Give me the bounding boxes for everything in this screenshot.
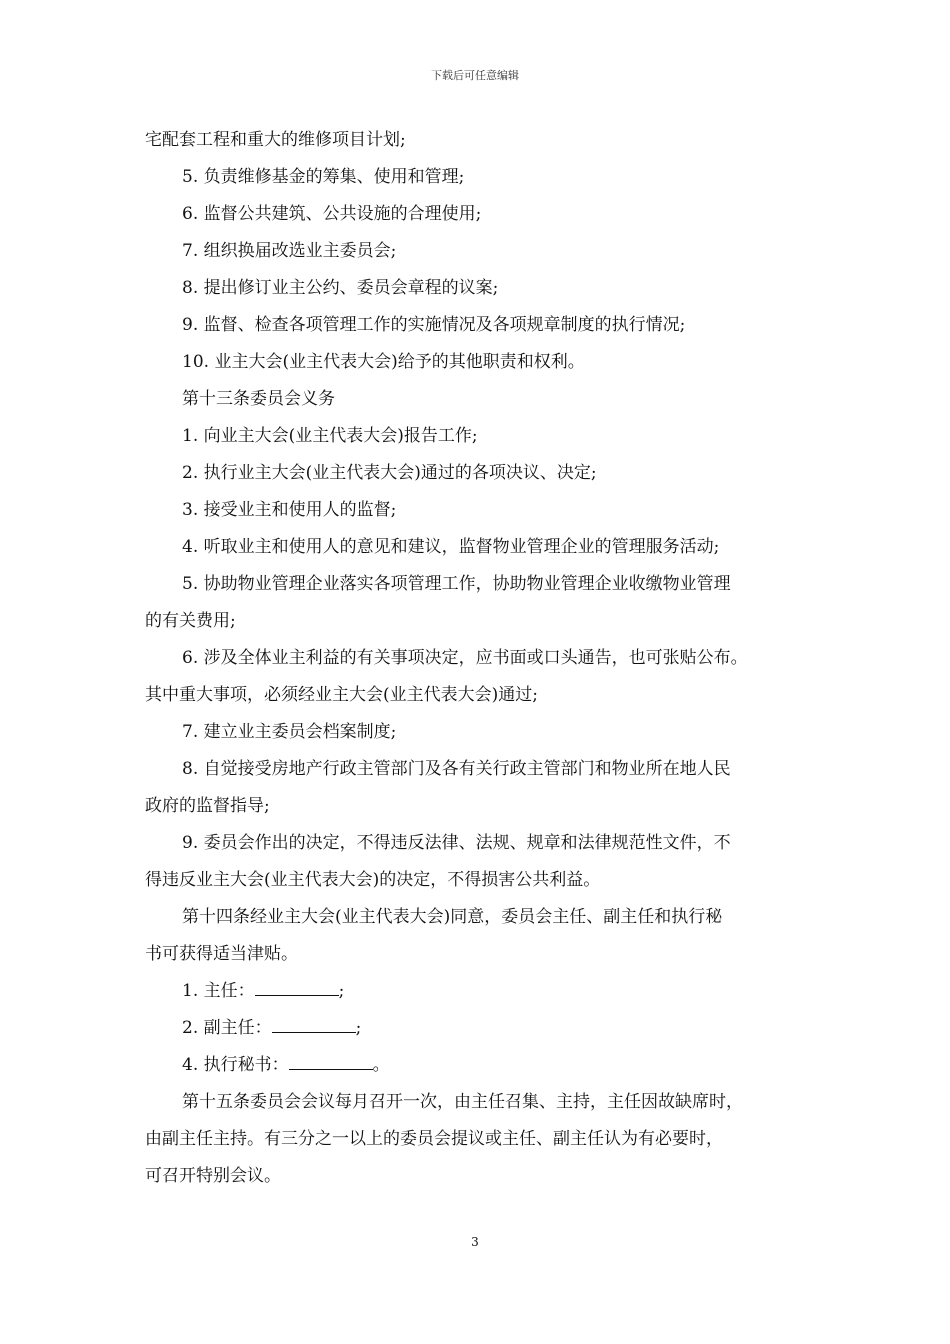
field-label: 4. 执行秘书： [182, 1055, 289, 1075]
text-line: 可召开特别会议。 [145, 1166, 281, 1186]
document-body [145, 122, 810, 1195]
blank-line [289, 1049, 373, 1070]
text-line: 1. 向业主大会(业主代表大会)报告工作; [182, 426, 478, 446]
section-heading: 第十四条经业主大会(业主代表大会)同意，委员会主任、副主任和执行秘 [182, 907, 723, 927]
page-header: 下载后可任意编辑 [431, 69, 519, 82]
text-line: 9. 监督、检查各项管理工作的实施情况及各项规章制度的执行情况; [182, 315, 686, 335]
blank-line [255, 975, 339, 996]
text-line: 其中重大事项，必须经业主大会(业主代表大会)通过; [145, 685, 538, 705]
text-line: 6. 监督公共建筑、公共设施的合理使用; [182, 204, 482, 224]
text-line: 6. 涉及全体业主利益的有关事项决定，应书面或口头通告，也可张贴公布。 [182, 648, 748, 668]
field-end: 。 [372, 1055, 390, 1075]
text-line: 得违反业主大会(业主代表大会)的决定，不得损害公共利益。 [145, 870, 601, 890]
field-end: ; [355, 1018, 362, 1038]
fill-field-vice-chairman [145, 1010, 810, 1047]
field-end: ; [338, 981, 345, 1001]
text-line: 的有关费用; [145, 611, 236, 631]
text-line: 2. 执行业主大会(业主代表大会)通过的各项决议、决定; [182, 463, 597, 483]
text-line: 7. 组织换届改选业主委员会; [182, 241, 397, 261]
text-line: 9. 委员会作出的决定，不得违反法律、法规、规章和法律规范性文件，不 [182, 833, 731, 853]
text-line: 政府的监督指导; [145, 796, 270, 816]
text-line: 10. 业主大会(业主代表大会)给予的其他职责和权利。 [182, 352, 585, 372]
text-line: 5. 负责维修基金的筹集、使用和管理; [182, 167, 465, 187]
text-line: 3. 接受业主和使用人的监督; [182, 500, 397, 520]
field-label: 1. 主任： [182, 981, 255, 1001]
text-line: 4. 听取业主和使用人的意见和建议，监督物业管理企业的管理服务活动; [182, 537, 720, 557]
field-label: 2. 副主任： [182, 1018, 272, 1038]
text-line: 书可获得适当津贴。 [145, 944, 298, 964]
text-line: 宅配套工程和重大的维修项目计划; [145, 130, 406, 150]
text-line: 8. 提出修订业主公约、委员会章程的议案; [182, 278, 499, 298]
page-number: 3 [471, 1235, 479, 1249]
section-heading: 第十五条委员会会议每月召开一次，由主任召集、主持，主任因故缺席时， [182, 1092, 743, 1112]
text-line: 8. 自觉接受房地产行政主管部门及各有关行政主管部门和物业所在地人民 [182, 759, 731, 779]
section-heading: 第十三条委员会义务 [182, 389, 335, 409]
fill-field-chairman [145, 973, 810, 1010]
text-line: 7. 建立业主委员会档案制度; [182, 722, 397, 742]
text-line: 5. 协助物业管理企业落实各项管理工作，协助物业管理企业收缴物业管理 [182, 574, 731, 594]
fill-field-secretary [145, 1047, 810, 1084]
text-line: 由副主任主持。有三分之一以上的委员会提议或主任、副主任认为有必要时， [145, 1129, 723, 1149]
blank-line [272, 1012, 356, 1033]
